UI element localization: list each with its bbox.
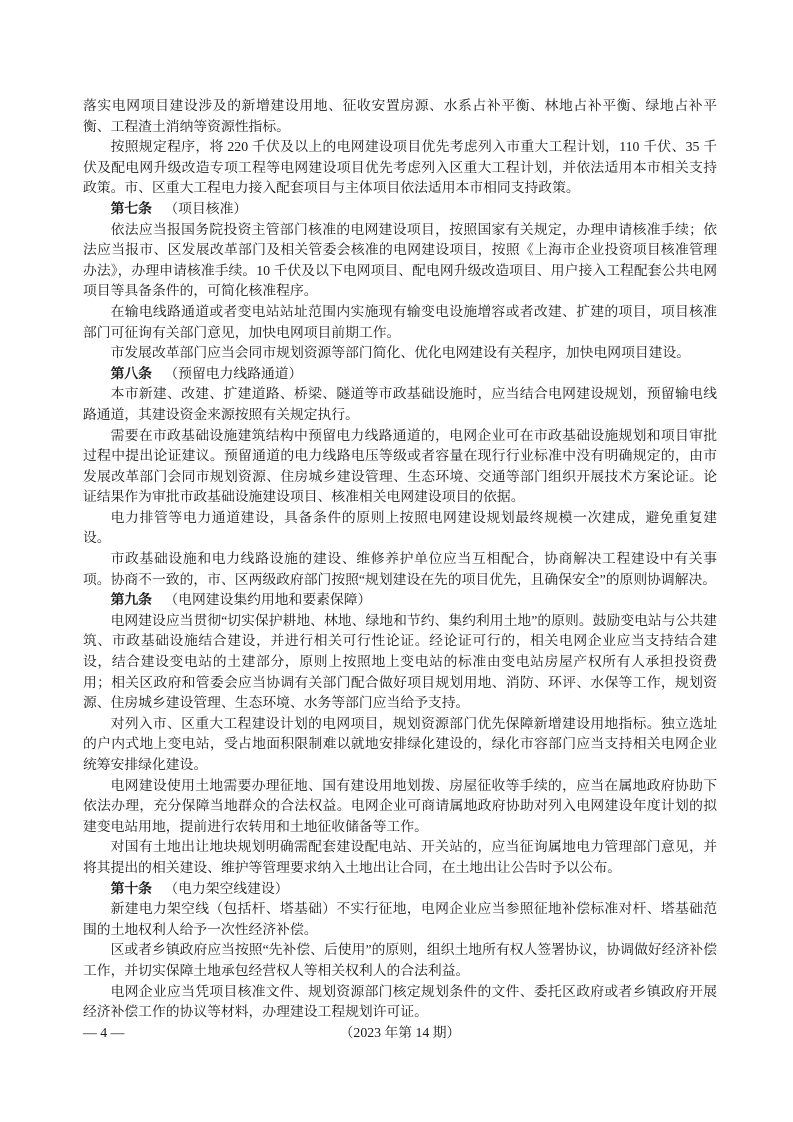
paragraph: 市政基础设施和电力线路设施的建设、维修养护单位应当互相配合，协商解决工程建设中有关事项。协商不一致的，市、区两级政府部门按照“规划建设在先的项目优先，且确保安全”的原则协调解决。 (83, 551, 717, 587)
paragraph: 对国有土地出让地块规划明确需配套建设配电站、开关站的，应当征询属地电力管理部门意见，并将其提出的相关建设、维护等管理要求纳入土地出让合同，在土地出让公告时予以公布。 (83, 839, 717, 875)
paragraph: 区或者乡镇政府应当按照“先补偿、后使用”的原则，组织土地所有权人签署协议，协调做好经济补偿工作，并切实保障土地承包经营权人等相关权利人的合法利益。 (83, 942, 717, 978)
paragraph: 按照规定程序，将 220 千伏及以上的电网建设项目优先考虑列入市重大工程计划，110 千伏、35 千伏及配电网升级改造专项工程等电网建设项目优先考虑列入区重大工程计划，并依法适用本市相关支持政策。市、区重大工程电力接入配套项目与主体项目依法适用本市相同支持政策。 (83, 139, 717, 196)
paragraph: 在输电线路通道或者变电站站址范围内实施现有输变电设施增容或者改建、扩建的项目，项目核准部门可征询有关部门意见，加快电网项目前期工作。 (83, 303, 717, 340)
paragraph-continuation: 落实电网项目建设涉及的新增建设用地、征收安置房源、水系占补平衡、林地占补平衡、绿地占补平衡、工程渣土消纳等资源性指标。 (83, 98, 717, 134)
paragraph: 本市新建、改建、扩建道路、桥梁、隧道等市政基础设施时，应当结合电网建设规划，预留输电线路通道，其建设资金来源按照有关规定执行。 (83, 386, 717, 422)
article-title: （项目核准） (164, 200, 248, 216)
article-number: 第七条 (110, 200, 152, 216)
paragraph: 新建电力架空线（包括杆、塔基础）不实行征地，电网企业应当参照征地补偿标准对杆、塔基础范围的土地权利人给予一次性经济补偿。 (83, 901, 717, 937)
paragraph: 电力排管等电力通道建设，具备条件的原则上按照电网建设规划最终规模一次建成，避免重复建设。 (83, 509, 717, 546)
article-heading-8 (83, 364, 717, 385)
article-number: 第八条 (110, 365, 152, 381)
article-heading-9 (83, 590, 717, 611)
paragraph: 对列入市、区重大工程建设计划的电网项目，规划资源部门优先保障新增建设用地指标。独立选址的户内式地上变电站，受占地面积限制难以就地安排绿化建设的，绿化市容部门应当支持相关电网企业统筹安排绿化建设。 (83, 715, 717, 772)
paragraph: 电网建设使用土地需要办理征地、国有建设用地划拨、房屋征收等手续的，应当在属地政府协助下依法办理，充分保障当地群众的合法权益。电网企业可商请属地政府协助对列入电网建设年度计划的拟建变电站用地，提前进行农转用和土地征收储备等工作。 (83, 777, 717, 834)
paragraph: 依法应当报国务院投资主管部门核准的电网建设项目，按照国家有关规定，办理申请核准手续；依法应当报市、区发展改革部门及相关管委会核准的电网建设项目，按照《上海市企业投资项目核准管理办法》，办理申请核准手续。10 千伏及以下电网项目、配电网升级改造项目、用户接入工程配套公共电网项目等具备条件的，可简化核准程序。 (83, 221, 717, 299)
issue-label: （2023 年第 14 期） (339, 1025, 461, 1040)
document-body (83, 96, 717, 1023)
page-footer (83, 1023, 717, 1044)
article-title: （电网建设集约用地和要素保障） (164, 592, 372, 608)
page-number: — 4 — (83, 1025, 125, 1040)
paragraph: 需要在市政基础设施建筑结构中预留电力线路通道的，电网企业可在市政基础设施规划和项目审批过程中提出论证建议。预留通道的电力线路电压等级或者容量在现行行业标准中没有明确规定的，由市发展改革部门会同市规划资源、住房城乡建设管理、生态环境、交通等部门组织开展技术方案论证。论证结果作为审批市政基础设施建设项目、核准相关电网建设项目的依据。 (83, 427, 717, 505)
article-heading-7 (83, 199, 717, 220)
article-number: 第十条 (110, 880, 152, 896)
paragraph: 市发展改革部门应当会同市规划资源等部门简化、优化电网建设有关程序，加快电网项目建设。 (110, 345, 691, 361)
article-heading-10 (83, 879, 717, 900)
article-title: （电力架空线建设） (164, 880, 289, 896)
article-number: 第九条 (110, 592, 152, 608)
paragraph: 电网建设应当贯彻“切实保护耕地、林地、绿地和节约、集约利用土地”的原则。鼓励变电站与公共建筑、市政基础设施结合建设，并进行相关可行性论证。经论证可行的，相关电网企业应当支持结合建设，结合建设变电站的土建部分，原则上按照地上变电站的标准由变电站房屋产权所有人承担投资费用；相关区政府和管委会应当协调有关部门配合做好项目规划用地、消防、环评、水保等工作，规划资源、住房城乡建设管理、生态环境、水务等部门应当给予支持。 (83, 612, 717, 711)
article-title: （预留电力线路通道） (164, 365, 303, 381)
paragraph: 电网企业应当凭项目核准文件、规划资源部门核定规划条件的文件、委托区政府或者乡镇政府开展经济补偿工作的协议等材料，办理建设工程规划许可证。 (83, 983, 717, 1020)
